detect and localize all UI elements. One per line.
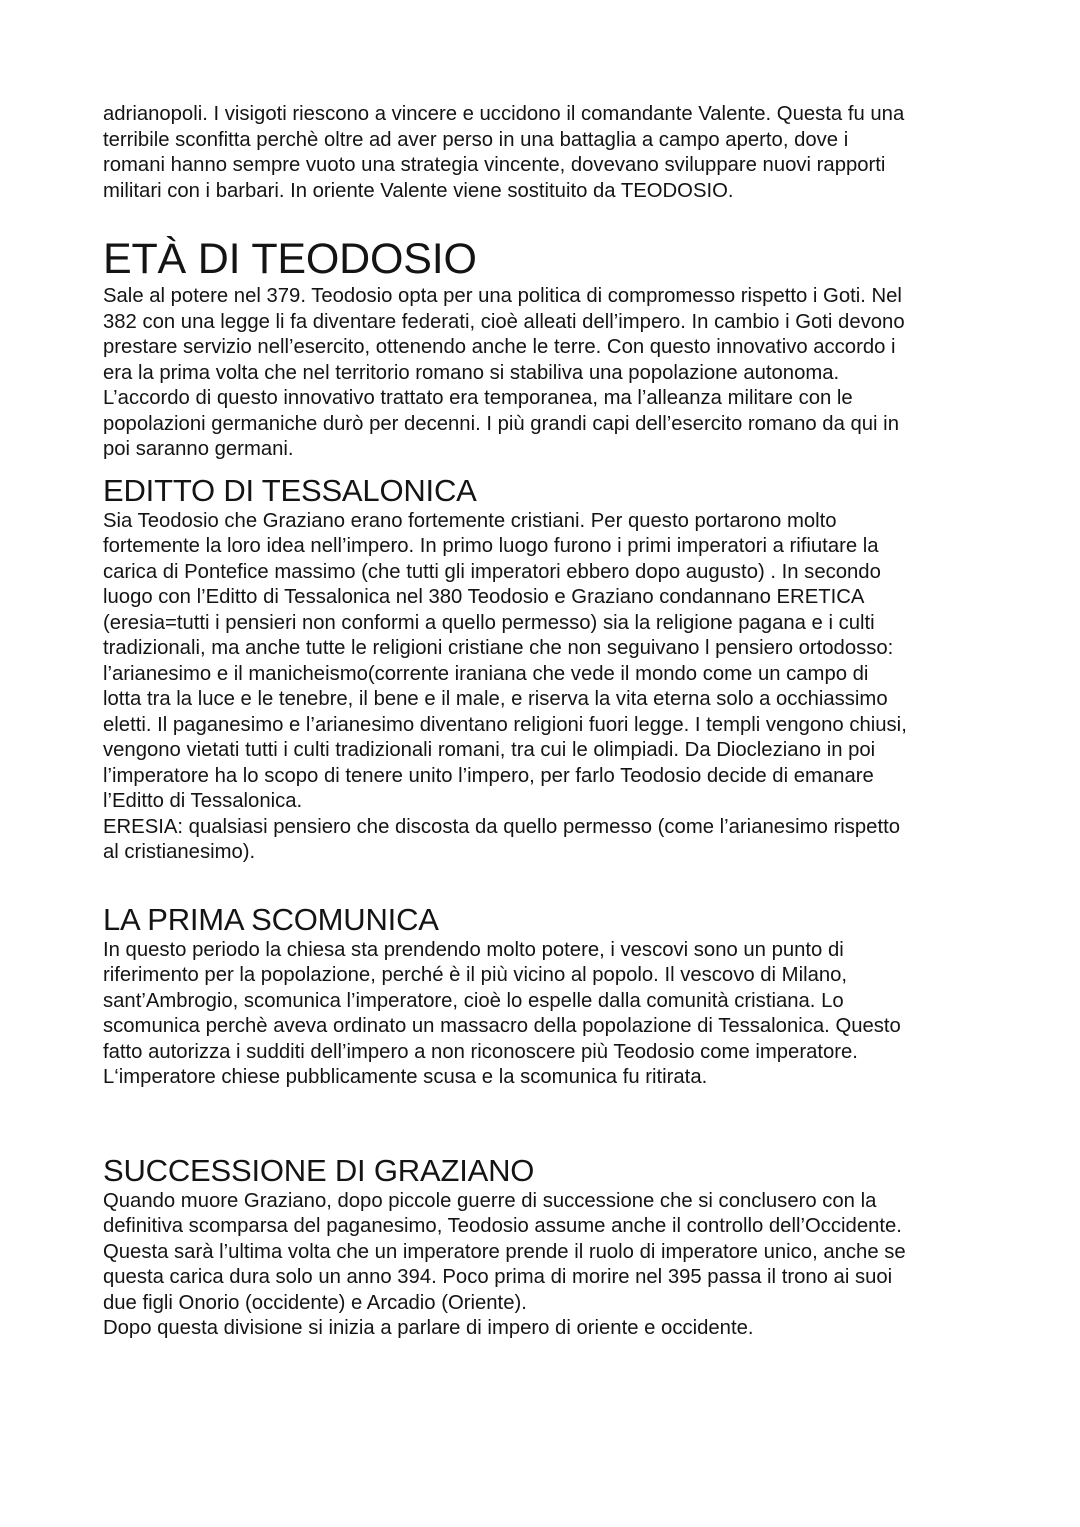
section-title-editto-di-tessalonica: EDITTO DI TESSALONICA bbox=[103, 472, 477, 508]
section-text-la-prima-scomunica: In questo periodo la chiesa sta prendendo molto potere, i vescovi sono un punto di riferimento per la popolazione, perché è il più vicino al popolo. Il vescovo di Milano, sant’Ambrogio, scomunica l’imperatore, cioè lo espelle dalla comunità cristiana. Lo scomunica perchè aveva ordinato un massacro della popolazione di Tessalonica. Questo fatto autorizza i sudditi dell’impero a non riconoscere più Teodosio come imperatore. L‘imperatore chiese pubblicamente scusa e la scomunica fu ritirata. bbox=[103, 938, 901, 1088]
section-title-successione-di-graziano: SUCCESSIONE DI GRAZIANO bbox=[103, 1152, 535, 1188]
document-page bbox=[103, 102, 983, 1342]
section-title-eta-di-teodosio: ETÀ DI TEODOSIO bbox=[103, 235, 477, 283]
section-title-la-prima-scomunica: LA PRIMA SCOMUNICA bbox=[103, 901, 439, 937]
section-text-editto-di-tessalonica: Sia Teodosio che Graziano erano fortemente cristiani. Per questo portarono molto fortemente la loro idea nell’impero. In primo luogo furono i primi imperatori a rifiutare la carica di Pontefice massimo (che tutti gli imperatori ebbero dopo augusto) . In secondo luogo con l’Editto di Tessalonica nel 380 Teodosio e Graziano condannano ERETICA (eresia=tutti i pensieri non conformi a quello permesso) sia la religione pagana e i culti tradizionali, ma anche tutte le religioni cristiane che non seguivano l pensiero ortodosso: l’arianesimo e il manicheismo(corrente iraniana che vede il mondo come un campo di lotta tra la luce e le tenebre, il bene e il male, e riserva la vita eterna solo a occhiassimo eletti. Il paganesimo e l’arianesimo diventano religioni fuori legge. I templi vengono chiusi, vengono vietati tutti i culti tradizionali romani, tra cui le olimpiadi. Da Diocleziano in poi l’imperatore ha lo scopo di tenere unito l’impero, per farlo Teodosio decide di emanare l’Editto di Tessalonica. ERESIA: qualsiasi pensiero che discosta da quello permesso (come l’arianesimo rispetto al cristianesimo). bbox=[103, 509, 907, 863]
intro-paragraph: adrianopoli. I visigoti riescono a vincere e uccidono il comandante Valente. Questa fu una terribile sconfitta perchè oltre ad aver perso in una battaglia a campo aperto, dove i romani hanno sempre vuoto una strategia vincente, dovevano sviluppare nuovi rapporti militari con i barbari. In oriente Valente viene sostituito da TEODOSIO. bbox=[103, 103, 905, 202]
section-text-successione-di-graziano: Quando muore Graziano, dopo piccole guerre di successione che si conclusero con la definitiva scomparsa del paganesimo, Teodosio assume anche il controllo dell’Occidente. Questa sarà l’ultima volta che un imperatore prende il ruolo di imperatore unico, anche se questa carica dura solo un anno 394. Poco prima di morire nel 395 passa il trono ai suoi due figli Onorio (occidente) e Arcadio (Oriente). Dopo questa divisione si inizia a parlare di impero di oriente e occidente. bbox=[103, 1189, 906, 1339]
section-text-eta-di-teodosio: Sale al potere nel 379. Teodosio opta per una politica di compromesso rispetto i Goti. Nel 382 con una legge li fa diventare federati, cioè alleati dell’impero. In cambio i Goti devono prestare servizio nell’esercito, ottenendo anche le terre. Con questo innovativo accordo i era la prima volta che nel territorio romano si stabiliva una popolazione autonoma. L’accordo di questo innovativo trattato era temporanea, ma l’alleanza militare con le popolazioni germaniche durò per decenni. I più grandi capi dell’esercito romano da qui in poi saranno germani. bbox=[103, 285, 905, 460]
